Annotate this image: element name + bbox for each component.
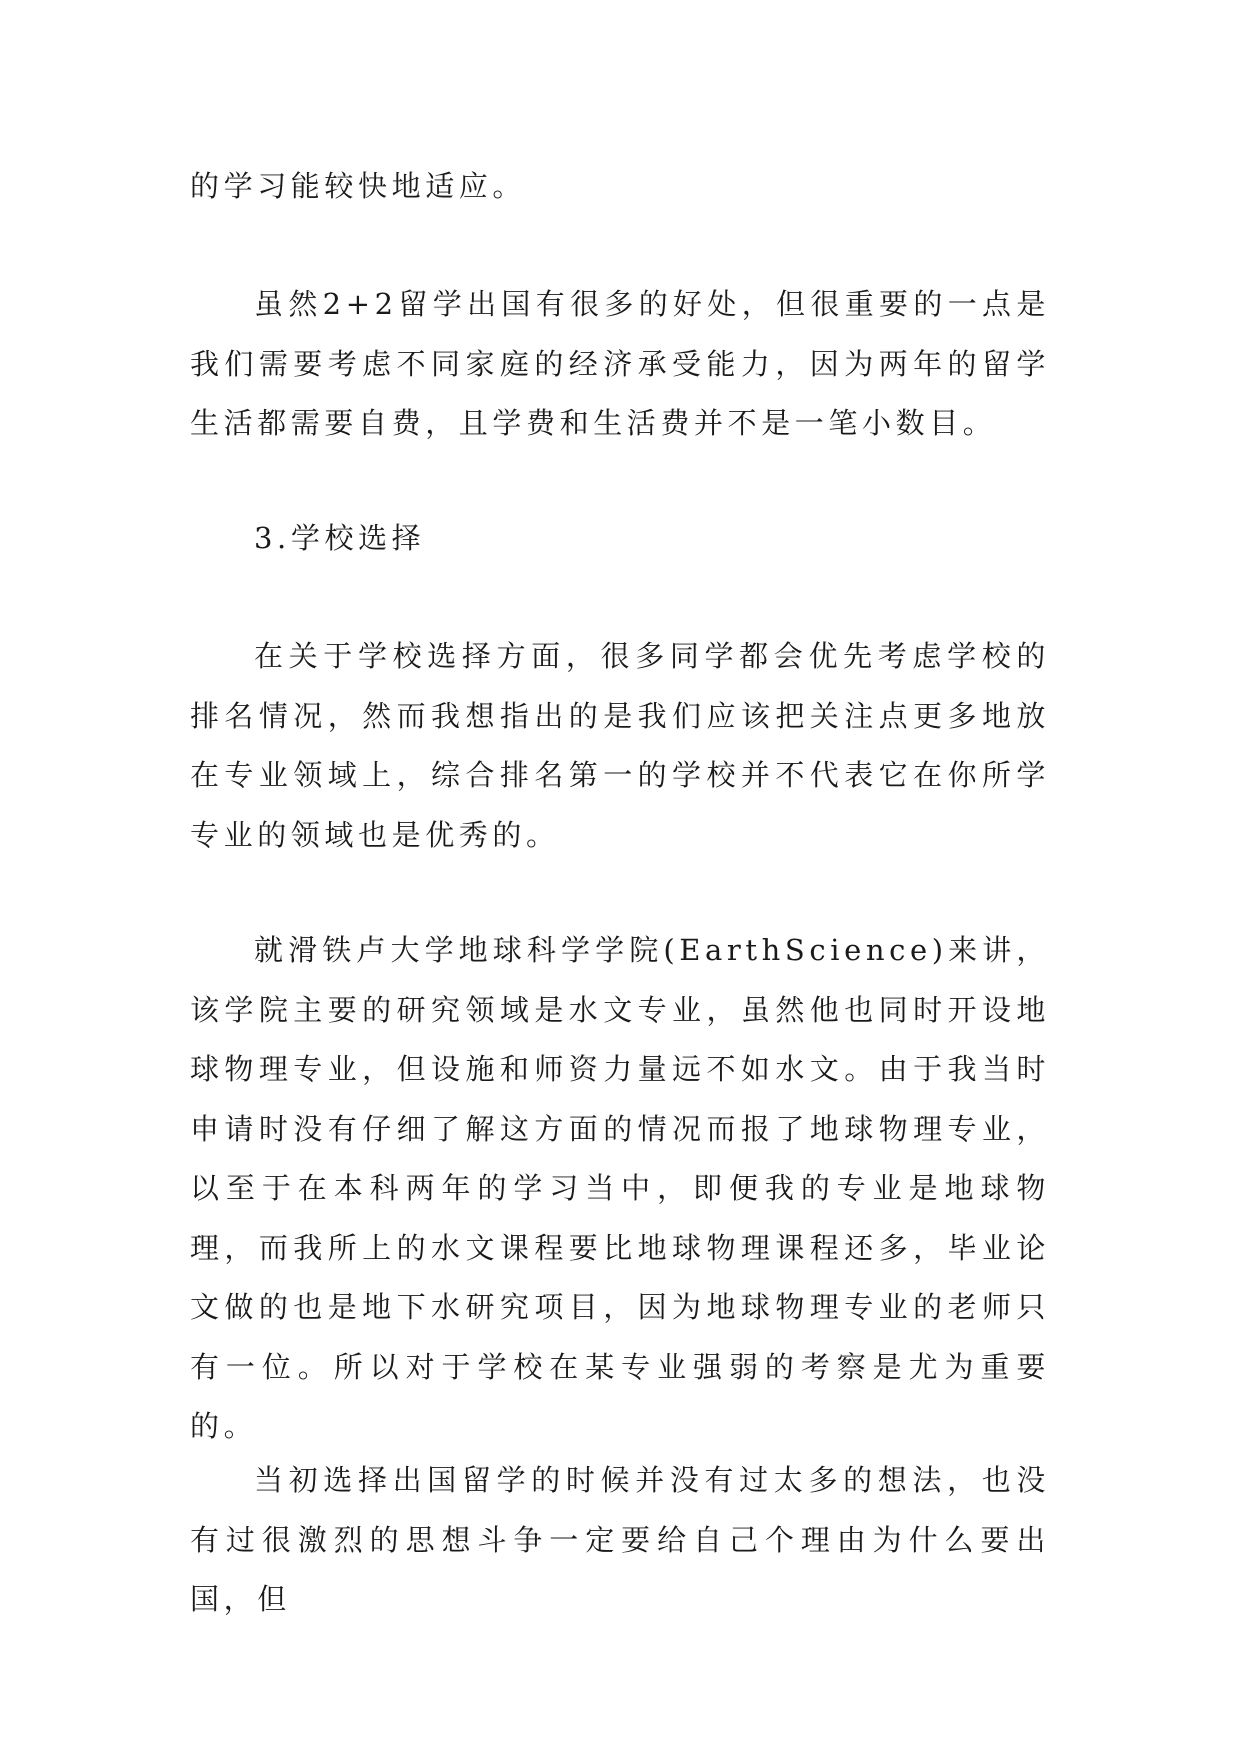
section-heading-school-selection: 3.学校选择 <box>254 521 426 555</box>
paragraph-reasons-abroad: 当初选择出国留学的时候并没有过太多的想法，也没有过很激烈的思想斗争一定要给自己个理由为什么要出国，但 <box>190 1463 1050 1616</box>
paragraph-waterloo-example: 就滑铁卢大学地球科学学院(EarthScience)来讲，该学院主要的研究领域是水文专业，虽然他也同时开设地球物理专业，但设施和师资力量远不如水文。由于我当时申请时没有仔细了解这方面的情况而报了地球物理专业，以至于在本科两年的学习当中，即便我的专业是地球物理，而我所上的水文课程要比地球物理课程还多，毕业论文做的也是地下水研究项目，因为地球物理专业的老师只有一位。所以对于学校在某专业强弱的考察是尤为重要的。 <box>190 933 1050 1443</box>
paragraph-school-ranking: 在关于学校选择方面，很多同学都会优先考虑学校的排名情况，然而我想指出的是我们应该把关注点更多地放在专业领域上，综合排名第一的学校并不代表它在你所学专业的领域也是优秀的。 <box>190 639 1050 852</box>
paragraph-cost-consideration: 虽然2+2留学出国有很多的好处，但很重要的一点是我们需要考虑不同家庭的经济承受能力，因为两年的留学生活都需要自费，且学费和生活费并不是一笔小数目。 <box>190 287 1050 440</box>
paragraph-continuation: 的学习能较快地适应。 <box>190 169 527 203</box>
